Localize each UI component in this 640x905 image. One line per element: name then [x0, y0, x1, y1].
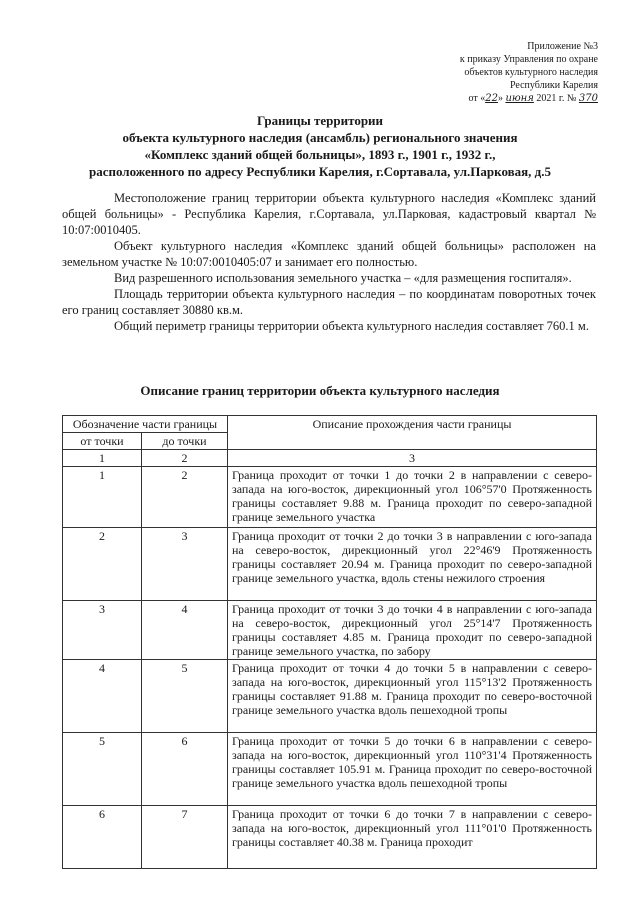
cell-description: Граница проходит от точки 1 до точки 2 в направлении с северо-запада на юго-восток, дирекционный угол 106°57'0 Протяженность границы составляет 9.88 м. Граница проходит по северо-западной границе земельного участка [228, 467, 597, 528]
table-row [63, 806, 597, 869]
appendix-line-4: Республики Карелия [509, 80, 598, 91]
title-line-1: Границы территории [256, 113, 384, 128]
section-title: Описание границ территории объекта культурного наследия [140, 383, 500, 398]
cell-to: 7 [142, 806, 228, 869]
table-header-row [63, 416, 597, 433]
table-row [63, 660, 597, 733]
cell-to: 3 [142, 528, 228, 601]
cell-to: 6 [142, 733, 228, 806]
cell-from: 3 [63, 601, 142, 660]
appendix-date-line [398, 92, 598, 105]
document-title [40, 112, 600, 180]
header-from: от точки [63, 433, 142, 450]
title-line-2: объекта культурного наследия (ансамбль) регионального значения [122, 130, 518, 145]
cell-to: 5 [142, 660, 228, 733]
header-description: Описание прохождения части границы [228, 416, 597, 450]
appendix-line-1: Приложение №3 [527, 41, 598, 52]
header-group: Обозначение части границы [63, 416, 228, 433]
date-year: 2021 г. № [536, 93, 577, 104]
boundary-table [62, 415, 597, 869]
cell-from: 5 [63, 733, 142, 806]
table-row [63, 467, 597, 528]
table-row [63, 528, 597, 601]
date-day: 22 [485, 93, 498, 104]
table-row [63, 733, 597, 806]
cell-description: Граница проходит от точки 3 до точки 4 в направлении с юго-запада на северо-восток, дирекционный угол 25°14'7 Протяженность границы составляет 4.85 м. Граница проходит по северо-западной границе земельного участка, по забору [228, 601, 597, 660]
paragraph-perimeter: Общий периметр границы территории объекта культурного наследия составляет 760.1 м. [114, 319, 589, 333]
appendix-line-2: к приказу Управления по охране [459, 54, 598, 65]
cell-from: 2 [63, 528, 142, 601]
cell-description: Граница проходит от точки 4 до точки 5 в направлении с северо-запада на юго-восток, дирекционный угол 115°13'2 Протяженность границы составляет 91.88 м. Граница проходит по северо-восточной границе земельного участка вдоль пешеходной тропы [228, 660, 597, 733]
cell-from: 1 [63, 467, 142, 528]
table-number-row [63, 450, 597, 467]
table-row [63, 601, 597, 660]
date-mid: » [497, 93, 503, 104]
cell-from: 6 [63, 806, 142, 869]
cell-description: Граница проходит от точки 5 до точки 6 в направлении с северо-запада на юго-восток, дирекционный угол 110°31'4 Протяженность границы составляет 105.91 м. Граница проходит по северо-восточной границе земельного участка вдоль пешеходной тропы [228, 733, 597, 806]
cell-to: 4 [142, 601, 228, 660]
date-prefix: от « [468, 93, 486, 104]
cell-description: Граница проходит от точки 6 до точки 7 в направлении с северо-запада на юго-восток, дирекционный угол 111°01'0 Протяженность границы составляет 40.38 м. Граница проходит [228, 806, 597, 869]
paragraph-parcel: Объект культурного наследия «Комплекс зданий общей больницы» расположен на земельном участке № 10:07:0010405:07 и занимает его полностью. [62, 239, 596, 269]
paragraph-area: Площадь территории объекта культурного наследия – по координатам поворотных точек его границ составляет 30880 кв.м. [62, 287, 596, 317]
cell-from: 4 [63, 660, 142, 733]
date-number: 370 [578, 93, 598, 104]
date-month: июня [505, 93, 534, 104]
column-number: 1 [63, 450, 142, 467]
body-text [62, 190, 596, 334]
cell-to: 2 [142, 467, 228, 528]
title-line-4: расположенного по адресу Республики Карелия, г.Сортавала, ул.Парковая, д.5 [88, 164, 552, 179]
appendix-block [398, 40, 598, 105]
header-to: до точки [142, 433, 228, 450]
cell-description: Граница проходит от точки 2 до точки 3 в направлении с юго-запада на северо-восток, дирекционный угол 22°46'9 Протяженность границы составляет 20.94 м. Граница проходит по северо-западной границе земельного участка, вдоль стены нежилого строения [228, 528, 597, 601]
column-number: 3 [228, 450, 597, 467]
column-number: 2 [142, 450, 228, 467]
paragraph-location: Местоположение границ территории объекта культурного наследия «Комплекс зданий общей больницы» - Республика Карелия, г.Сортавала, ул.Парковая, кадастровый квартал № 10:07:0010405. [62, 191, 596, 237]
appendix-line-3: объектов культурного наследия [464, 67, 598, 78]
paragraph-usage: Вид разрешенного использования земельного участка – «для размещения госпиталя». [114, 271, 572, 285]
title-line-3: «Комплекс зданий общей больницы», 1893 г., 1901 г., 1932 г., [144, 147, 496, 162]
